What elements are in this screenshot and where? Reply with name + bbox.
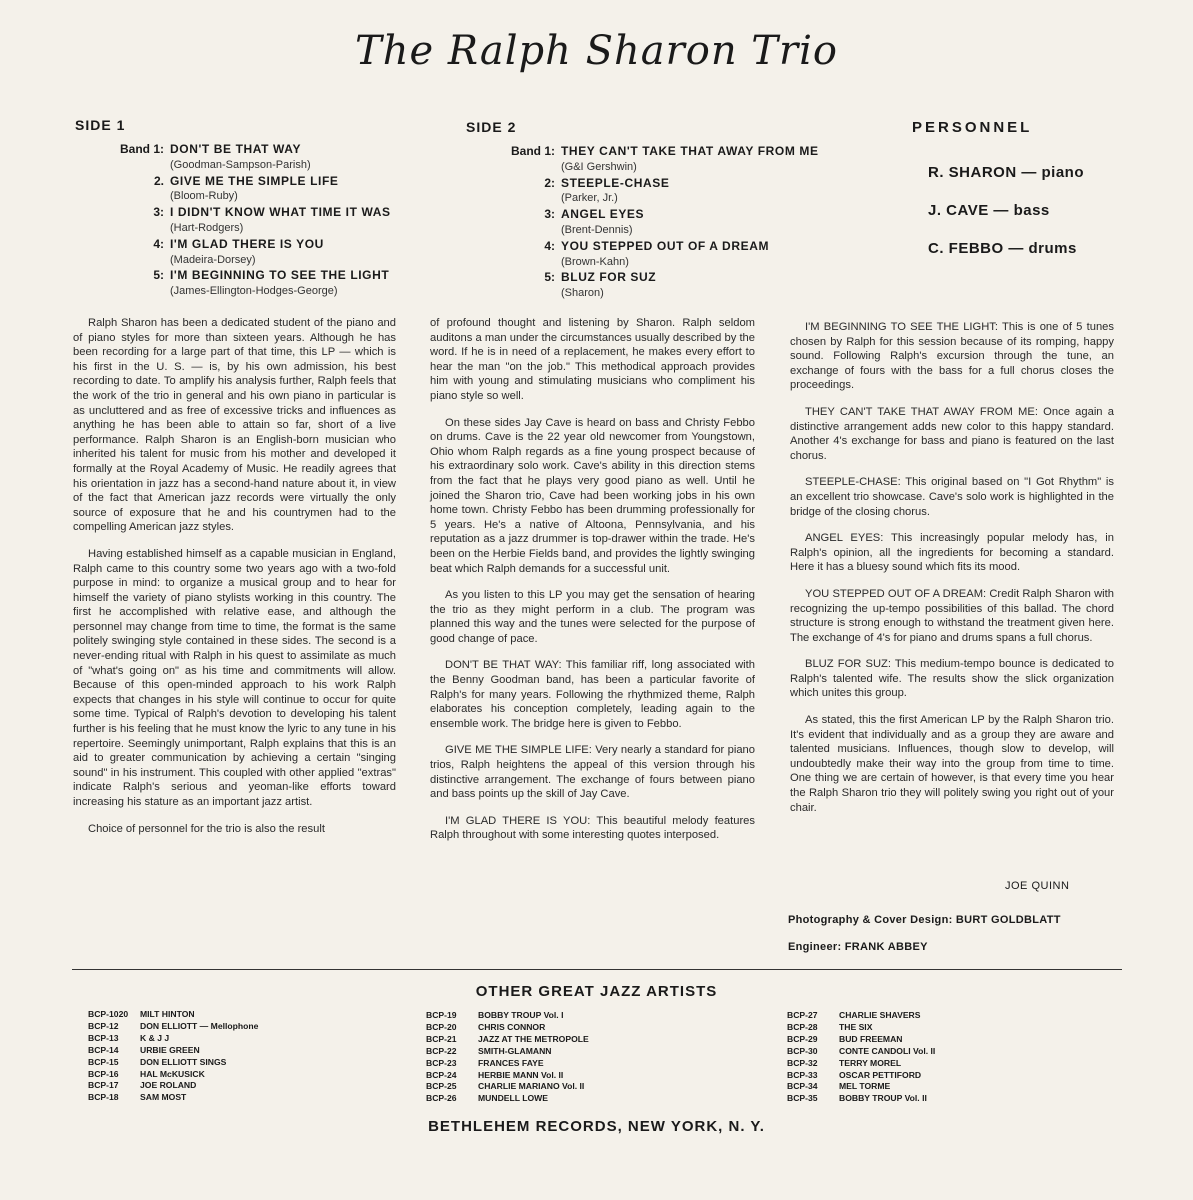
notes-paragraph: Ralph Sharon has been a dedicated student of the piano and of piano styles for more than sixteen years. Although he has been recording for a large part of that time, this LP — which is his first in the U. S. — is, by his own admission, his best recording to date. To amplify his analysis further, Ralph feels that the work of the trio in general and his own piano in particular is as uncluttered and as free of excessive tricks and influences as anything he has been able to attain so far, short of a live performance. Ralph Sharon is an English-born musician who inherited his talent for music from his mother and developed it formally at the Royal Academy of Music. He readily agrees that his orientation in jazz has a second-hand nature about it, in view of the fact that American jazz records were virtually the only source of exposure that he and his countrymen had to the compelling American jazz styles. xyxy=(73,317,396,534)
catalog-item: BCP-32 TERRY MOREL xyxy=(787,1057,902,1068)
notes-paragraph: As stated, this the first American LP by the Ralph Sharon trio. It's evident that individually and as a group they are aware and talented musicians. Influences, though slow to develop, will undoubtedly make their way into the group from time to time. One thing we are certain of however, is that every time you hear the Ralph Sharon trio they will politely swing you right out of your chair. xyxy=(790,714,1114,814)
catalog-item: BCP-26 MUNDELL LOWE xyxy=(426,1093,549,1104)
notes-paragraph: THEY CAN'T TAKE THAT AWAY FROM ME: Once again a distinctive arrangement adds new color to this happy standard. Another 4's exchange for bass and piano is featured on the last chorus. xyxy=(790,405,1114,462)
track-title: THEY CAN'T TAKE THAT AWAY FROM ME xyxy=(561,144,819,158)
album-title: The Ralph Sharon Trio xyxy=(355,28,838,74)
catalog-item: BCP-34 MEL TORME xyxy=(787,1081,891,1092)
track-item: 2. GIVE ME THE SIMPLE LIFE (Bloom-Ruby) xyxy=(104,174,391,206)
liner-notes-col3 xyxy=(790,320,1114,827)
notes-paragraph: Choice of personnel for the trio is also the result xyxy=(88,822,325,835)
track-title: I'M GLAD THERE IS YOU xyxy=(170,236,324,251)
catalog-item: BCP-20 CHRIS CONNOR xyxy=(426,1021,546,1032)
notes-paragraph: GIVE ME THE SIMPLE LIFE: Very nearly a standard for piano trios, Ralph heightens the appeal of this version through his distinctive arrangement. The exchange of fours between piano and bass points up the skill of Jay Cave. xyxy=(430,744,755,801)
notes-paragraph: I'M GLAD THERE IS YOU: This beautiful melody features Ralph throughout with some interesting quotes interposed. xyxy=(430,814,755,842)
catalog-item: BCP-24 HERBIE MANN Vol. II xyxy=(426,1069,564,1080)
track-item: 5: BLUZ FOR SUZ (Sharon) xyxy=(495,270,819,302)
catalog-item: BCP-13 K & J J xyxy=(88,1032,170,1043)
catalog-item: BCP-25 CHARLIE MARIANO Vol. II xyxy=(426,1081,585,1092)
side1-heading: SIDE 1 xyxy=(75,117,126,133)
catalog-col3 xyxy=(787,1010,935,1105)
side2-tracklist xyxy=(495,144,819,302)
track-title: GIVE ME THE SIMPLE LIFE xyxy=(170,173,339,188)
track-composers: (Goodman-Sampson-Parish) xyxy=(170,158,311,171)
notes-paragraph: BLUZ FOR SUZ: This medium-tempo bounce is dedicated to Ralph's talented wife. The results show the slick organization which unites this group. xyxy=(790,658,1114,700)
track-title: YOU STEPPED OUT OF A DREAM xyxy=(561,238,770,253)
personnel-member: J. CAVE — bass xyxy=(928,202,1050,219)
credits-engineer: Engineer: FRANK ABBEY xyxy=(788,941,928,953)
catalog-heading: OTHER GREAT JAZZ ARTISTS xyxy=(475,983,718,1000)
catalog-item: BCP-19 BOBBY TROUP Vol. I xyxy=(426,1010,564,1020)
notes-paragraph: Having established himself as a capable musician in England, Ralph came to this country some two years ago with a two-fold purpose in mind: to organize a musical group and to hear for himself the variety of piano stylists working in this country. The first he accomplished with relative ease, and although the personnel may change from time to time, the format is the same politely swinging style contained in these sides. The second is a never-ending ritual with Ralph in his quest to assimilate as much of "what's going on" as his time and commitments will allow. Because of this open-minded approach to his work Ralph expects that changes in his style will continue to occur for quite some time. Typical of Ralph's devotion to developing his talent further is his feeling that he must know the lyric to any tune in his repertoire. Seemingly unimportant, Ralph explains that this is an aid to greater communication by achieving a certain "singing sound" in his instrument. This coupled with other applied "extras" indicate Ralph's serious and yeoman-like efforts toward increasing his stature as an important jazz artist. xyxy=(73,547,396,808)
catalog-item: BCP-15 DON ELLIOTT SINGS xyxy=(88,1056,227,1067)
side2-heading: SIDE 2 xyxy=(466,119,517,135)
catalog-item: BCP-16 HAL McKUSICK xyxy=(88,1068,205,1079)
track-item: 3: I DIDN'T KNOW WHAT TIME IT WAS (Hart-Rodgers) xyxy=(104,205,391,237)
catalog-item: BCP-30 CONTE CANDOLI Vol. II xyxy=(787,1045,936,1056)
track-item: 4: YOU STEPPED OUT OF A DREAM (Brown-Kahn) xyxy=(495,239,819,271)
notes-paragraph: On these sides Jay Cave is heard on bass and Christy Febbo on drums. Cave is the 22 year old newcomer from Youngstown, Ohio whom Ralph regards as a fine young prospect because of his extraordinary solo work. Cave's ability in this direction stems from the fact that he plays very good piano as well. Until he joined the Sharon trio, Cave had been working jobs in his own home town. Christy Febbo has been drumming professionally for 5 years. He's a native of Altoona, Pennsylvania, and his reputation as a jazz drummer is top-drawer within the trade. He's been on the Herbie Fields band, and provides the lightly swinging beat which Ralph demands for a successful unit. xyxy=(430,416,755,575)
personnel-heading: PERSONNEL xyxy=(912,119,1033,136)
catalog-item: BCP-35 BOBBY TROUP Vol. II xyxy=(787,1093,927,1104)
track-title: I'M BEGINNING TO SEE THE LIGHT xyxy=(170,268,390,283)
catalog-item: BCP-21 JAZZ AT THE METROPOLE xyxy=(426,1033,589,1044)
notes-paragraph: of profound thought and listening by Sharon. Ralph seldom auditons a man under the circumstances usually described by the word. If he is in need of a replacement, he makes every effort to hear the man "on the job." This methodical approach provides him with young and stimulating musicians who compliment his piano style so well. xyxy=(430,317,755,402)
catalog-item: BCP-27 CHARLIE SHAVERS xyxy=(787,1010,921,1020)
track-composers: (Brent-Dennis) xyxy=(561,223,633,236)
section-divider xyxy=(72,969,1122,970)
track-title: I DIDN'T KNOW WHAT TIME IT WAS xyxy=(170,205,391,220)
catalog-item: BCP-23 FRANCES FAYE xyxy=(426,1057,544,1068)
track-composers: (Hart-Rodgers) xyxy=(170,221,244,234)
liner-notes-col2 xyxy=(430,316,755,855)
notes-paragraph: STEEPLE-CHASE: This original based on "I Got Rhythm" is an excellent trio showcase. Cave's solo work is highlighted in the bridge of the closing chorus. xyxy=(790,476,1114,518)
personnel-member: R. SHARON — piano xyxy=(928,164,1085,181)
track-title: BLUZ FOR SUZ xyxy=(561,270,657,285)
track-composers: (Sharon) xyxy=(561,287,604,300)
catalog-item: BCP-33 OSCAR PETTIFORD xyxy=(787,1069,922,1080)
track-item: Band 1: THEY CAN'T TAKE THAT AWAY FROM ME (G&I Gershwin) xyxy=(495,144,819,176)
track-composers: (Parker, Jr.) xyxy=(561,192,618,205)
catalog-col1 xyxy=(88,1009,258,1104)
track-item: Band 1: DON'T BE THAT WAY (Goodman-Sampson-Parish) xyxy=(104,142,391,174)
catalog-item: BCP-1020 MILT HINTON xyxy=(88,1009,195,1019)
label-footer: BETHLEHEM RECORDS, NEW YORK, N. Y. xyxy=(428,1118,765,1135)
personnel-member: C. FEBBO — drums xyxy=(928,240,1077,257)
notes-paragraph: DON'T BE THAT WAY: This familiar riff, long associated with the Benny Goodman band, has been a particular favorite of Ralph's for many years. Following the rhythmized theme, Ralph elaborates his conception completely, leading again to the ensemble work. The bridge here is given to Febbo. xyxy=(430,659,755,730)
track-item: 2: STEEPLE-CHASE (Parker, Jr.) xyxy=(495,176,819,208)
notes-paragraph: I'M BEGINNING TO SEE THE LIGHT: This is one of 5 tunes chosen by Ralph for this session because of its romping, happy sound. Following Ralph's excursion through the tune, an exchange of fours with the bass for a full chorus closes the proceedings. xyxy=(790,321,1114,392)
side1-tracklist xyxy=(104,142,391,300)
catalog-item: BCP-17 JOE ROLAND xyxy=(88,1080,197,1091)
track-item: 4: I'M GLAD THERE IS YOU (Madeira-Dorsey) xyxy=(104,237,391,269)
track-composers: (Bloom-Ruby) xyxy=(170,190,238,203)
track-title: DON'T BE THAT WAY xyxy=(170,142,302,156)
track-composers: (G&I Gershwin) xyxy=(561,160,637,173)
catalog-item: BCP-29 BUD FREEMAN xyxy=(787,1033,903,1044)
catalog-col2 xyxy=(426,1010,589,1105)
track-item: 3: ANGEL EYES (Brent-Dennis) xyxy=(495,207,819,239)
notes-paragraph: ANGEL EYES: This increasingly popular melody has, in Ralph's opinion, all the ingredients for becoming a standard. Here it has a bluesy sound which fits its mood. xyxy=(790,532,1114,574)
notes-paragraph: As you listen to this LP you may get the sensation of hearing the trio as they might perform in a club. The program was planned this way and the tunes were selected for the purpose of good change of pace. xyxy=(430,589,755,645)
notes-paragraph: YOU STEPPED OUT OF A DREAM: Credit Ralph Sharon with recognizing the up-tempo possibilities of this ballad. The chord structure is strong enough to withstand the treatment given here. The exchange of 4's for piano and drums spans a full chorus. xyxy=(790,587,1114,644)
catalog-item: BCP-28 THE SIX xyxy=(787,1021,873,1032)
track-composers: (Brown-Kahn) xyxy=(561,255,629,268)
track-item: 5: I'M BEGINNING TO SEE THE LIGHT (James-Ellington-Hodges-George) xyxy=(104,268,391,300)
catalog-item: BCP-14 URBIE GREEN xyxy=(88,1044,200,1055)
liner-notes-col1 xyxy=(73,316,396,848)
catalog-item: BCP-18 SAM MOST xyxy=(88,1092,187,1103)
track-composers: (James-Ellington-Hodges-George) xyxy=(170,285,338,298)
track-title: STEEPLE-CHASE xyxy=(561,175,670,190)
catalog-item: BCP-22 SMITH-GLAMANN xyxy=(426,1045,552,1056)
track-title: ANGEL EYES xyxy=(561,207,645,222)
catalog-item: BCP-12 DON ELLIOTT — Mellophone xyxy=(88,1020,259,1031)
notes-signature: JOE QUINN xyxy=(1005,880,1070,892)
track-composers: (Madeira-Dorsey) xyxy=(170,253,256,266)
credits-photography: Photography & Cover Design: BURT GOLDBLATT xyxy=(788,914,1061,926)
